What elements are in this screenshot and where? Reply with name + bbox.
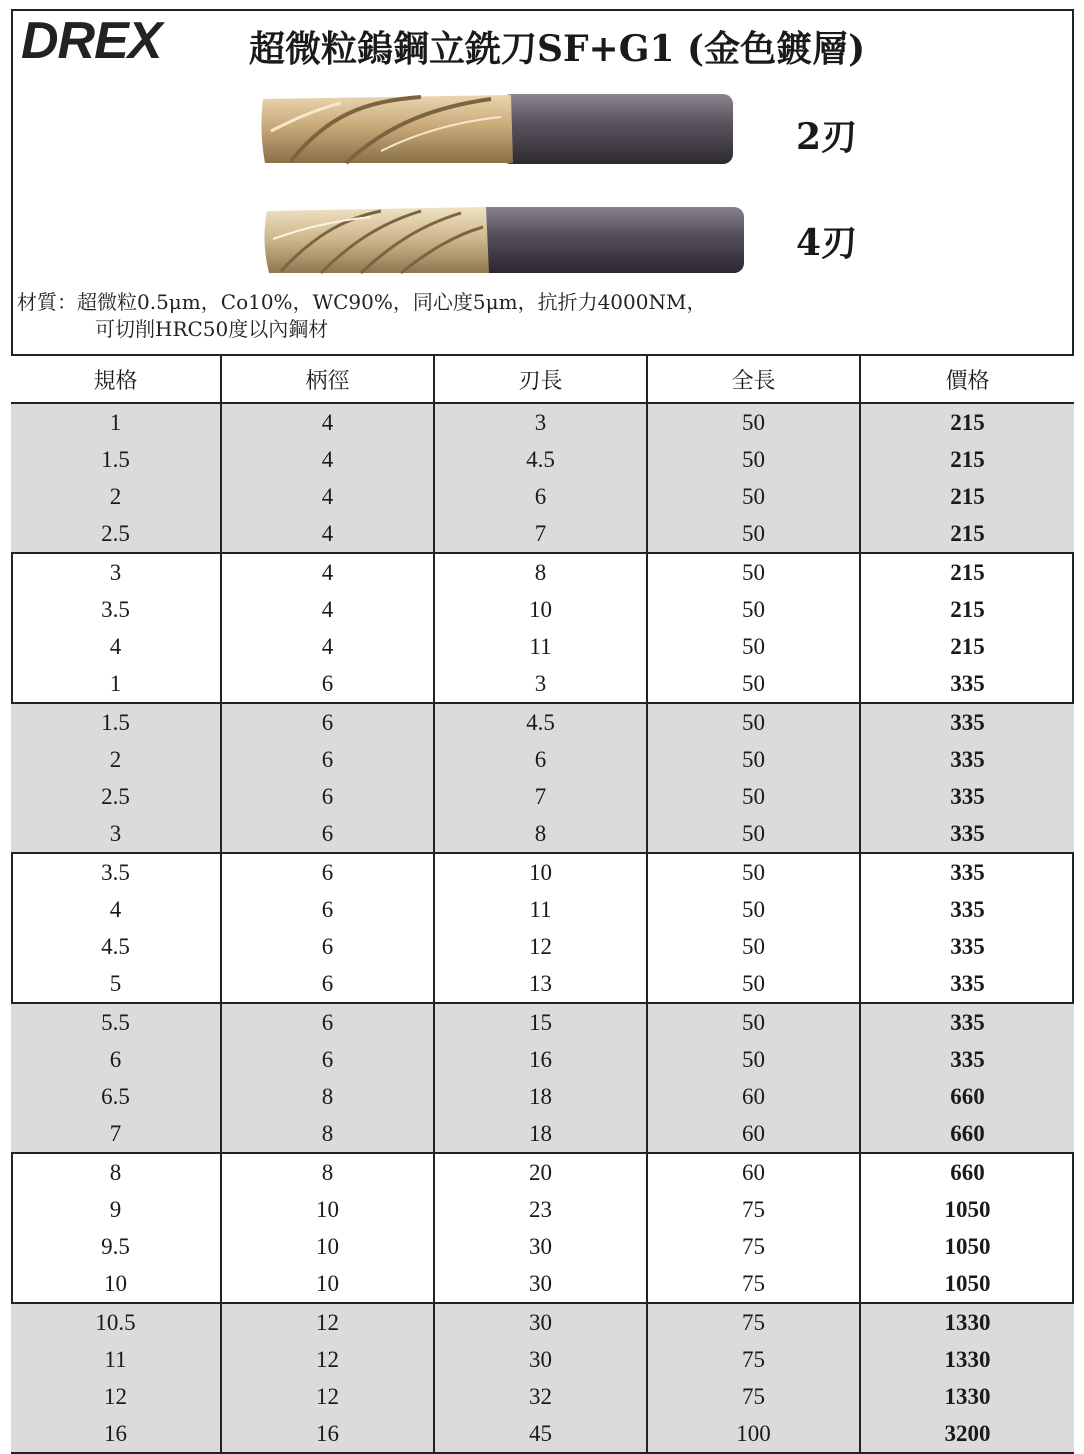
cell-size: 10	[11, 1265, 221, 1303]
cell-overall-length: 50	[647, 1003, 860, 1041]
cell-flute-length: 8	[434, 553, 647, 591]
cell-flute-length: 8	[434, 815, 647, 853]
cell-overall-length: 50	[647, 815, 860, 853]
cell-overall-length: 60	[647, 1153, 860, 1191]
table-row	[11, 778, 1074, 815]
cell-size: 2	[11, 478, 221, 515]
cell-shank-diameter: 6	[221, 928, 434, 965]
cell-size: 7	[11, 1115, 221, 1153]
material-line-2: 可切削HRC50度以內鋼材	[95, 317, 329, 341]
header-price: 價格	[860, 355, 1074, 403]
table-row	[11, 553, 1074, 591]
cell-shank-diameter: 6	[221, 815, 434, 853]
cell-flute-length: 20	[434, 1153, 647, 1191]
cell-size: 3.5	[101, 859, 130, 885]
table-row	[11, 741, 1074, 778]
cell-price: 660	[860, 1153, 1074, 1191]
table-row	[11, 1378, 1074, 1415]
cell-price: 215	[860, 403, 1074, 441]
cell-overall-length: 50	[647, 853, 860, 891]
cell-shank-diameter: 8	[221, 1153, 434, 1191]
cell-overall-length: 50	[647, 891, 860, 928]
cell-shank-diameter: 8	[221, 1078, 434, 1115]
table-row	[11, 591, 1074, 628]
cell-price: 335	[860, 665, 1074, 703]
table-row	[11, 965, 1074, 1003]
cell-price: 1050	[860, 1191, 1074, 1228]
cell-overall-length: 50	[647, 591, 860, 628]
cell-shank-diameter: 10	[221, 1265, 434, 1303]
four-flute-label: 4刃	[796, 222, 858, 264]
cell-shank-diameter: 6	[221, 853, 434, 891]
header-shank-diameter: 柄徑	[221, 355, 434, 403]
cell-size: 1	[11, 403, 221, 441]
cell-flute-length: 11	[434, 891, 647, 928]
cell-flute-length: 45	[434, 1415, 647, 1453]
cell-overall-length: 75	[647, 1341, 860, 1378]
cell-price: 335	[860, 703, 1074, 741]
cell-overall-length: 50	[647, 403, 860, 441]
cell-overall-length: 75	[647, 1265, 860, 1303]
cell-size: 4	[109, 633, 122, 659]
cell-size: 9	[109, 1196, 122, 1222]
cell-price: 215	[860, 515, 1074, 553]
cell-price: 335	[860, 1041, 1074, 1078]
cell-size: 1.5	[11, 441, 221, 478]
cell-size: 10.5	[11, 1303, 221, 1341]
cell-price: 1050	[860, 1228, 1074, 1265]
table-row	[11, 1341, 1074, 1378]
table-row	[11, 665, 1074, 703]
cell-overall-length: 50	[647, 515, 860, 553]
cell-size: 1.5	[11, 703, 221, 741]
cell-price: 335	[860, 928, 1074, 965]
four-flute-end-mill-image	[251, 199, 751, 279]
cell-shank-diameter: 4	[221, 478, 434, 515]
cell-price: 215	[860, 591, 1074, 628]
brand-logo: DREX	[21, 12, 162, 70]
cell-flute-length: 16	[434, 1041, 647, 1078]
table-row	[11, 1303, 1074, 1341]
table-body	[11, 403, 1074, 1453]
cell-price: 215	[860, 628, 1074, 665]
cell-size: 12	[11, 1378, 221, 1415]
table-row	[11, 1415, 1074, 1453]
cell-flute-length: 6	[434, 741, 647, 778]
table-row	[11, 1265, 1074, 1303]
table-row	[11, 1003, 1074, 1041]
cell-size: 4	[109, 896, 122, 922]
cell-size: 2.5	[11, 778, 221, 815]
cell-size: 1	[11, 665, 221, 703]
table-row	[11, 1041, 1074, 1078]
cell-shank-diameter: 6	[221, 741, 434, 778]
cell-shank-diameter: 4	[221, 628, 434, 665]
cell-overall-length: 50	[647, 965, 860, 1003]
cell-price: 660	[860, 1115, 1074, 1153]
cell-shank-diameter: 6	[221, 778, 434, 815]
table-row	[11, 441, 1074, 478]
cell-overall-length: 75	[647, 1191, 860, 1228]
cell-overall-length: 50	[647, 441, 860, 478]
cell-flute-length: 18	[434, 1078, 647, 1115]
cell-flute-length: 4.5	[434, 441, 647, 478]
cell-size: 3	[109, 559, 122, 585]
cell-price: 3200	[860, 1415, 1074, 1453]
cell-shank-diameter: 4	[221, 591, 434, 628]
cell-price: 335	[860, 815, 1074, 853]
table-row	[11, 815, 1074, 853]
table-row	[11, 853, 1074, 891]
table-row	[11, 1115, 1074, 1153]
cell-flute-length: 10	[434, 591, 647, 628]
cell-overall-length: 75	[647, 1378, 860, 1415]
cell-size: 2	[11, 741, 221, 778]
cell-overall-length: 60	[647, 1115, 860, 1153]
cell-size: 3.5	[101, 596, 130, 622]
cell-overall-length: 50	[647, 628, 860, 665]
table-row	[11, 478, 1074, 515]
cell-size: 3	[11, 815, 221, 853]
cell-size: 9.5	[101, 1233, 130, 1259]
cell-flute-length: 18	[434, 1115, 647, 1153]
two-flute-label: 2刃	[796, 116, 858, 158]
table-row	[11, 1153, 1074, 1191]
cell-flute-length: 11	[434, 628, 647, 665]
cell-shank-diameter: 6	[221, 1041, 434, 1078]
cell-flute-length: 15	[434, 1003, 647, 1041]
cell-overall-length: 50	[647, 553, 860, 591]
cell-price: 215	[860, 553, 1074, 591]
cell-flute-length: 7	[434, 778, 647, 815]
cell-size: 6.5	[11, 1078, 221, 1115]
cell-overall-length: 50	[647, 1041, 860, 1078]
cell-flute-length: 30	[434, 1303, 647, 1341]
cell-overall-length: 75	[647, 1303, 860, 1341]
cell-size: 2.5	[11, 515, 221, 553]
table-row	[11, 1191, 1074, 1228]
header-size: 規格	[11, 355, 221, 403]
cell-size: 6	[11, 1041, 221, 1078]
cell-price: 1050	[860, 1265, 1074, 1303]
table-row	[11, 628, 1074, 665]
cell-overall-length: 75	[647, 1228, 860, 1265]
cell-size: 5.5	[11, 1003, 221, 1041]
header-flute-length: 刃長	[434, 355, 647, 403]
cell-price: 335	[860, 965, 1074, 1003]
table-row	[11, 515, 1074, 553]
cell-flute-length: 4.5	[434, 703, 647, 741]
cell-flute-length: 6	[434, 478, 647, 515]
cell-shank-diameter: 8	[221, 1115, 434, 1153]
material-line-1: 材質：超微粒0.5μm，Co10%，WC90%，同心度5μm，抗折力4000NM，	[17, 290, 707, 314]
cell-shank-diameter: 6	[221, 965, 434, 1003]
cell-price: 215	[860, 478, 1074, 515]
cell-price: 215	[860, 441, 1074, 478]
cell-price: 660	[860, 1078, 1074, 1115]
cell-shank-diameter: 10	[221, 1228, 434, 1265]
cell-size: 5	[11, 965, 221, 1003]
cell-shank-diameter: 10	[221, 1191, 434, 1228]
cell-flute-length: 13	[434, 965, 647, 1003]
cell-flute-length: 30	[434, 1341, 647, 1378]
header	[11, 9, 1074, 354]
cell-flute-length: 12	[434, 928, 647, 965]
cell-flute-length: 7	[434, 515, 647, 553]
cell-overall-length: 60	[647, 1078, 860, 1115]
table-row	[11, 1228, 1074, 1265]
cell-flute-length: 32	[434, 1378, 647, 1415]
header-overall-length: 全長	[647, 355, 860, 403]
table-row	[11, 703, 1074, 741]
cell-shank-diameter: 16	[221, 1415, 434, 1453]
cell-price: 335	[860, 891, 1074, 928]
cell-flute-length: 23	[434, 1191, 647, 1228]
cell-shank-diameter: 4	[221, 403, 434, 441]
table-row	[11, 1078, 1074, 1115]
cell-overall-length: 50	[647, 778, 860, 815]
cell-shank-diameter: 4	[221, 441, 434, 478]
cell-overall-length: 50	[647, 703, 860, 741]
cell-shank-diameter: 4	[221, 515, 434, 553]
cell-price: 335	[860, 853, 1074, 891]
material-description	[17, 289, 706, 343]
table-row	[11, 891, 1074, 928]
cell-overall-length: 100	[647, 1415, 860, 1453]
cell-price: 1330	[860, 1341, 1074, 1378]
cell-overall-length: 50	[647, 741, 860, 778]
cell-overall-length: 50	[647, 478, 860, 515]
cell-shank-diameter: 12	[221, 1303, 434, 1341]
cell-shank-diameter: 6	[221, 703, 434, 741]
cell-shank-diameter: 4	[221, 553, 434, 591]
cell-price: 335	[860, 778, 1074, 815]
cell-shank-diameter: 6	[221, 665, 434, 703]
cell-size: 11	[11, 1341, 221, 1378]
cell-shank-diameter: 12	[221, 1378, 434, 1415]
table-row	[11, 928, 1074, 965]
cell-size: 8	[109, 1159, 122, 1185]
cell-overall-length: 50	[647, 665, 860, 703]
two-flute-end-mill-image	[251, 91, 741, 171]
cell-size: 16	[11, 1415, 221, 1453]
table-header-row	[11, 355, 1074, 403]
cell-price: 335	[860, 1003, 1074, 1041]
cell-flute-length: 30	[434, 1228, 647, 1265]
page-title: 超微粒鎢鋼立銑刀SF+G1 (金色鍍層)	[249, 28, 866, 70]
cell-flute-length: 3	[434, 403, 647, 441]
cell-flute-length: 30	[434, 1265, 647, 1303]
cell-price: 1330	[860, 1303, 1074, 1341]
cell-flute-length: 3	[434, 665, 647, 703]
cell-shank-diameter: 6	[221, 1003, 434, 1041]
cell-price: 1330	[860, 1378, 1074, 1415]
cell-size: 4.5	[101, 933, 130, 959]
spec-price-table	[11, 354, 1074, 1454]
table-row	[11, 403, 1074, 441]
cell-flute-length: 10	[434, 853, 647, 891]
cell-overall-length: 50	[647, 928, 860, 965]
cell-shank-diameter: 12	[221, 1341, 434, 1378]
cell-shank-diameter: 6	[221, 891, 434, 928]
cell-price: 335	[860, 741, 1074, 778]
